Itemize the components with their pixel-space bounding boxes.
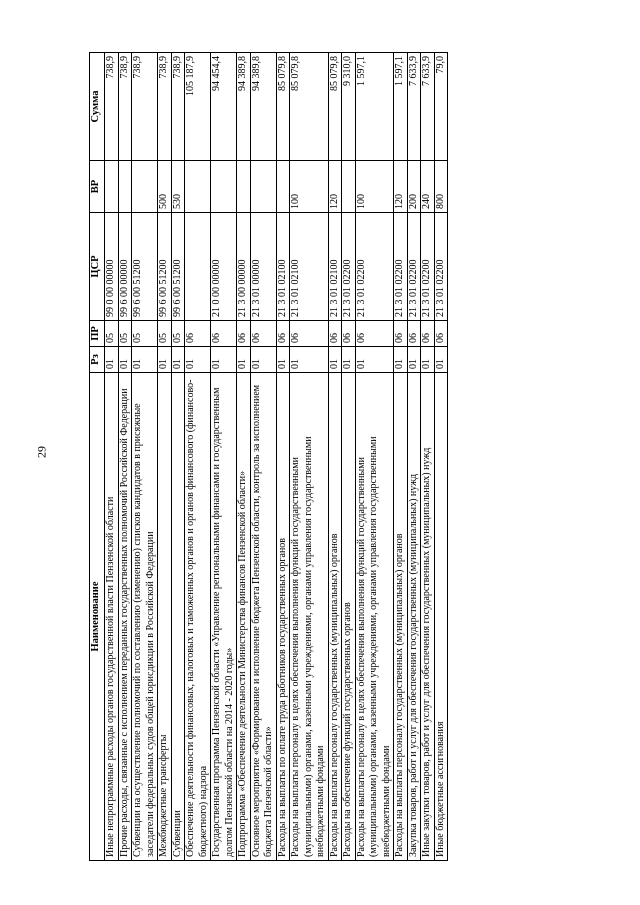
header-name: Наименование bbox=[90, 373, 105, 861]
cell-csr: 21 3 01 02200 bbox=[434, 213, 448, 321]
table-row bbox=[407, 53, 421, 861]
table-row bbox=[328, 53, 342, 861]
cell-name: Расходы на обеспечение функций государственных органов bbox=[342, 373, 356, 861]
header-vr: ВР bbox=[90, 161, 105, 213]
cell-sum: 7 633,9 bbox=[421, 53, 435, 161]
table-row bbox=[158, 53, 172, 861]
cell-name: Субвенции bbox=[171, 373, 185, 861]
cell-rz: 01 bbox=[211, 347, 237, 373]
cell-name: Расходы на выплаты персоналу государственных (муниципальных) органов bbox=[328, 373, 342, 861]
cell-sum: 738,9 bbox=[171, 53, 185, 161]
cell-vr bbox=[118, 161, 132, 213]
rotated-page-content bbox=[89, 53, 560, 861]
cell-sum: 85 079,8 bbox=[328, 53, 342, 161]
cell-pr: 06 bbox=[394, 321, 408, 347]
cell-name: Расходы на выплаты персоналу в целях обеспечения выполнения функций государственными (муниципальными) органами, казенными учреждениями, органами управления государственными внебюджетными фондами bbox=[355, 373, 394, 861]
cell-name: Государственная программа Пензенской области «Управление региональными финансами и государственным долгом Пензенской области на 2014 - 2020 годы» bbox=[211, 373, 237, 861]
cell-name: Обеспечение деятельности финансовых, налоговых и таможенных органов и органов финансового (финансово-бюджетного) надзора bbox=[185, 373, 211, 861]
cell-csr: 21 3 01 02200 bbox=[394, 213, 408, 321]
cell-csr: 21 3 01 02200 bbox=[355, 213, 394, 321]
cell-pr: 06 bbox=[421, 321, 435, 347]
cell-pr: 06 bbox=[355, 321, 394, 347]
table-row bbox=[276, 53, 290, 861]
table-row bbox=[105, 53, 119, 861]
cell-csr: 99 6 00 00000 bbox=[118, 213, 132, 321]
cell-sum: 85 079,8 bbox=[290, 53, 329, 161]
cell-csr: 21 3 00 00000 bbox=[237, 213, 251, 321]
page-number: 29 bbox=[34, 446, 49, 458]
cell-sum: 79,0 bbox=[434, 53, 448, 161]
cell-name: Основное мероприятие «Формирование и исполнение бюджета Пензенской области, контроль за исполнением бюджета Пензенской области» bbox=[250, 373, 276, 861]
cell-sum: 738,9 bbox=[158, 53, 172, 161]
cell-csr: 21 3 01 02200 bbox=[421, 213, 435, 321]
cell-rz: 01 bbox=[158, 347, 172, 373]
cell-sum: 85 079,8 bbox=[276, 53, 290, 161]
cell-name: Расходы на выплаты персоналу в целях обеспечения выполнения функций государственными (муниципальными) органами, казенными учреждениями, органами управления государственными внебюджетными фондами bbox=[290, 373, 329, 861]
table-row bbox=[434, 53, 448, 861]
cell-vr: 100 bbox=[355, 161, 394, 213]
cell-pr: 06 bbox=[290, 321, 329, 347]
table-row bbox=[132, 53, 158, 861]
table-row bbox=[290, 53, 329, 861]
cell-vr: 120 bbox=[394, 161, 408, 213]
cell-rz: 01 bbox=[394, 347, 408, 373]
cell-csr: 99 6 00 51200 bbox=[132, 213, 158, 321]
header-pr: ПР bbox=[90, 321, 105, 347]
cell-vr: 200 bbox=[407, 161, 421, 213]
cell-pr: 06 bbox=[434, 321, 448, 347]
cell-pr: 06 bbox=[407, 321, 421, 347]
cell-pr: 06 bbox=[328, 321, 342, 347]
cell-csr: 99 6 00 51200 bbox=[171, 213, 185, 321]
cell-sum: 94 389,8 bbox=[250, 53, 276, 161]
cell-pr: 06 bbox=[342, 321, 356, 347]
budget-table bbox=[89, 52, 448, 861]
cell-csr: 21 0 00 00000 bbox=[211, 213, 237, 321]
cell-name: Закупка товаров, работ и услуг для обеспечения государственных (муниципальных) нужд bbox=[407, 373, 421, 861]
cell-pr: 05 bbox=[158, 321, 172, 347]
table-row bbox=[237, 53, 251, 861]
cell-name: Межбюджетные трансферты bbox=[158, 373, 172, 861]
cell-name: Расходы на выплаты по оплате труда работников государственных органов bbox=[276, 373, 290, 861]
cell-csr: 21 3 01 02100 bbox=[276, 213, 290, 321]
cell-name: Прочие расходы, связанные с исполнением переданных государственных полномочий Российской Федерации bbox=[118, 373, 132, 861]
cell-csr: 21 3 01 02200 bbox=[407, 213, 421, 321]
cell-rz: 01 bbox=[342, 347, 356, 373]
cell-pr: 05 bbox=[132, 321, 158, 347]
cell-sum: 738,9 bbox=[132, 53, 158, 161]
cell-sum: 1 597,1 bbox=[394, 53, 408, 161]
cell-sum: 738,9 bbox=[105, 53, 119, 161]
cell-name: Иные бюджетные ассигнования bbox=[434, 373, 448, 861]
cell-name: Иные закупки товаров, работ и услуг для обеспечения государственных (муниципальных) нужд bbox=[421, 373, 435, 861]
header-sum: Сумма bbox=[90, 53, 105, 161]
cell-rz: 01 bbox=[105, 347, 119, 373]
table-row bbox=[185, 53, 211, 861]
cell-pr: 06 bbox=[211, 321, 237, 347]
table-row bbox=[118, 53, 132, 861]
table-row bbox=[211, 53, 237, 861]
cell-vr: 500 bbox=[158, 161, 172, 213]
cell-rz: 01 bbox=[407, 347, 421, 373]
cell-vr bbox=[185, 161, 211, 213]
cell-vr bbox=[105, 161, 119, 213]
cell-rz: 01 bbox=[171, 347, 185, 373]
table-row bbox=[342, 53, 356, 861]
cell-sum: 94 389,8 bbox=[237, 53, 251, 161]
cell-pr: 05 bbox=[105, 321, 119, 347]
cell-rz: 01 bbox=[132, 347, 158, 373]
cell-pr: 05 bbox=[118, 321, 132, 347]
cell-csr bbox=[185, 213, 211, 321]
cell-vr: 530 bbox=[171, 161, 185, 213]
table-header-row bbox=[90, 53, 105, 861]
cell-vr: 240 bbox=[421, 161, 435, 213]
cell-csr: 21 3 01 02100 bbox=[290, 213, 329, 321]
cell-csr: 21 3 01 02200 bbox=[342, 213, 356, 321]
cell-rz: 01 bbox=[237, 347, 251, 373]
cell-csr: 21 3 01 00000 bbox=[250, 213, 276, 321]
cell-rz: 01 bbox=[355, 347, 394, 373]
cell-vr bbox=[342, 161, 356, 213]
cell-pr: 06 bbox=[237, 321, 251, 347]
cell-rz: 01 bbox=[118, 347, 132, 373]
cell-sum: 94 454,4 bbox=[211, 53, 237, 161]
table-row bbox=[250, 53, 276, 861]
cell-pr: 05 bbox=[171, 321, 185, 347]
cell-pr: 06 bbox=[185, 321, 211, 347]
cell-rz: 01 bbox=[328, 347, 342, 373]
cell-rz: 01 bbox=[434, 347, 448, 373]
cell-sum: 9 310,0 bbox=[342, 53, 356, 161]
cell-sum: 1 597,1 bbox=[355, 53, 394, 161]
table-row bbox=[421, 53, 435, 861]
cell-vr bbox=[276, 161, 290, 213]
header-rz: Рз bbox=[90, 347, 105, 373]
cell-sum: 738,9 bbox=[118, 53, 132, 161]
cell-name: Субвенции на осуществление полномочий по составлению (изменению) списков кандидатов в присяжные заседатели федеральных судов общей юрисдикции в Российской Федерации bbox=[132, 373, 158, 861]
cell-pr: 06 bbox=[250, 321, 276, 347]
table-row bbox=[355, 53, 394, 861]
cell-name: Подпрограмма «Обеспечение деятельности Министерства финансов Пензенской области» bbox=[237, 373, 251, 861]
cell-pr: 06 bbox=[276, 321, 290, 347]
cell-vr: 800 bbox=[434, 161, 448, 213]
cell-vr bbox=[250, 161, 276, 213]
table-row bbox=[171, 53, 185, 861]
cell-sum: 105 187,9 bbox=[185, 53, 211, 161]
cell-vr: 120 bbox=[328, 161, 342, 213]
header-csr: ЦСР bbox=[90, 213, 105, 321]
cell-csr: 99 0 00 00000 bbox=[105, 213, 119, 321]
cell-sum: 7 633,9 bbox=[407, 53, 421, 161]
cell-vr bbox=[211, 161, 237, 213]
table-row bbox=[394, 53, 408, 861]
cell-rz: 01 bbox=[290, 347, 329, 373]
cell-rz: 01 bbox=[185, 347, 211, 373]
cell-rz: 01 bbox=[276, 347, 290, 373]
cell-vr bbox=[237, 161, 251, 213]
cell-name: Расходы на выплаты персоналу государственных (муниципальных) органов bbox=[394, 373, 408, 861]
cell-vr: 100 bbox=[290, 161, 329, 213]
cell-csr: 21 3 01 02100 bbox=[328, 213, 342, 321]
cell-rz: 01 bbox=[250, 347, 276, 373]
cell-rz: 01 bbox=[421, 347, 435, 373]
cell-vr bbox=[132, 161, 158, 213]
cell-csr: 99 6 00 51200 bbox=[158, 213, 172, 321]
cell-name: Иные непрограммные расходы органов государственной власти Пензенской области bbox=[105, 373, 119, 861]
